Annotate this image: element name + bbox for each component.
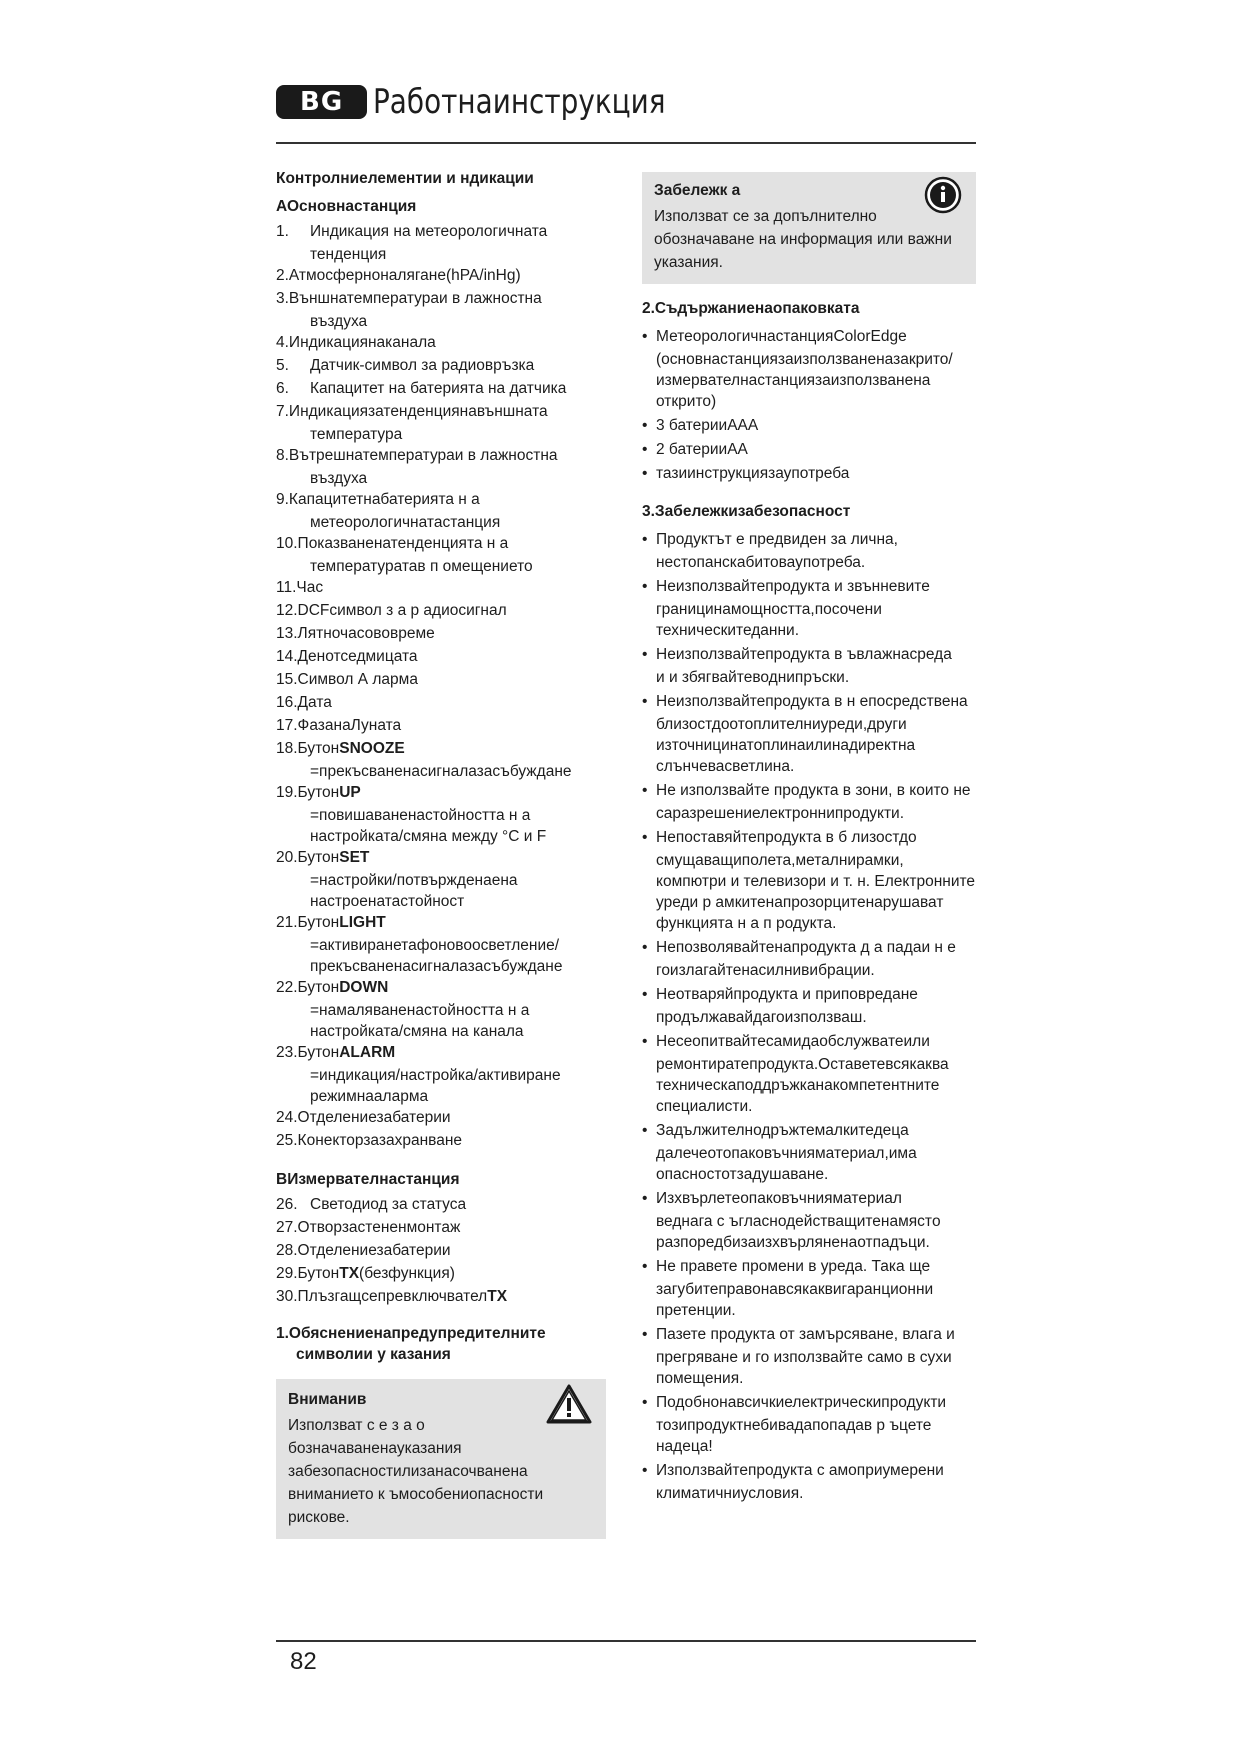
list-item: • Неизползвайтепродукта и звънневите границинамощността,посочени техническитеданни. bbox=[642, 578, 930, 639]
list-item: 20.Бутон SET =настройки/потвържденаена настроенатастойност bbox=[276, 849, 518, 910]
button-name: SET bbox=[339, 849, 370, 866]
list-item: • тазиинструкциязаупотреба bbox=[642, 465, 850, 482]
list-item: • Използвайтепродукта с амоприумерени климатичниусловия. bbox=[642, 1462, 944, 1502]
note-title: Забележк а bbox=[654, 182, 741, 199]
warning-icon bbox=[546, 1383, 592, 1425]
list-item: • Неотваряйпродукта и приповредане продължавайдагоизползваш. bbox=[642, 986, 918, 1026]
bullet-marker: • bbox=[642, 939, 648, 956]
button-name: DOWN bbox=[339, 979, 389, 996]
list-item: 9.Капацитетнабатерията н а метеорологичнатастанция bbox=[276, 491, 501, 531]
bullet-marker: • bbox=[642, 1190, 648, 1207]
list-item: 15.Символ А ларма bbox=[276, 671, 418, 688]
note-text: Използват се за допълнително обозначаване на информация или важни указания. bbox=[654, 208, 952, 271]
list-item: 28.Отделениезабатерии bbox=[276, 1242, 451, 1259]
section-1-title: 1.Обяснениенапредупредителните символии у казания bbox=[276, 1325, 546, 1363]
list-item: 12.DCFсимвол з а р адиосигнал bbox=[276, 602, 507, 619]
bullet-marker: • bbox=[642, 531, 648, 548]
list-item: 14.Денотседмицата bbox=[276, 648, 418, 665]
list-item: 8.Вътрешнатемператураи в лажностна въздуха bbox=[276, 447, 558, 487]
bullet-marker: • bbox=[642, 441, 648, 458]
bullet-marker: • bbox=[642, 465, 648, 482]
list-item: 26. Светодиод за статуса bbox=[276, 1196, 467, 1213]
bullet-marker: • bbox=[642, 782, 648, 799]
list-item: 16.Дата bbox=[276, 694, 332, 711]
list-item: 17.ФазанаЛуната bbox=[276, 717, 402, 734]
list-item: • 3 батерииAAA bbox=[642, 417, 759, 434]
bottom-divider bbox=[276, 1640, 976, 1642]
note-box bbox=[642, 172, 976, 284]
buttons-list bbox=[276, 738, 606, 1107]
bullet-marker: • bbox=[642, 986, 648, 1003]
list-item: 18.Бутон SNOOZE =прекъсваненасигналазасъбуждане bbox=[276, 740, 572, 780]
list-item: • Неизползвайтепродукта в ъвлажнасреда и и збягвайтеводнипръски. bbox=[642, 646, 952, 686]
bullet-marker: • bbox=[642, 578, 648, 595]
list-item: 19.Бутон UP =повишаваненастойността н а настройката/смяна между °C и F bbox=[276, 784, 547, 845]
bullet-marker: • bbox=[642, 1394, 648, 1411]
list-item: 2.Атмосферноналягане(hPA/inHg) bbox=[276, 267, 521, 284]
top-divider bbox=[276, 142, 976, 144]
left-column bbox=[276, 168, 606, 1553]
button-name: LIGHT bbox=[339, 914, 386, 931]
list-item: • Подобнонавсичкиелектрическипродукти тозипродуктнебивадапопадав р ъцете надеца! bbox=[642, 1394, 947, 1455]
warning-title: Вниманив bbox=[288, 1391, 367, 1408]
button-name: SNOOZE bbox=[339, 740, 405, 757]
list-item: 21.Бутон LIGHT =активиранетафоновоосветление/ прекъсваненасигналазасъбуждане bbox=[276, 914, 563, 975]
bullet-marker: • bbox=[642, 328, 648, 345]
bullet-marker: • bbox=[642, 1326, 648, 1343]
list-item: • Задължителнодръжтемалкитедеца далечеотопаковъчнияматериал,има опасностотзадушаване. bbox=[642, 1122, 917, 1183]
list-item: • Изхвърлетеопаковъчнияматериал веднага с ъгласнодействащитенамястo разпоредбизаизхвърляненаотпадъци. bbox=[642, 1190, 941, 1251]
list-item: 7.Индикациязатенденциянавъншната температура bbox=[276, 403, 548, 443]
warning-text: Използват с е з а о бозначаваненауказания забезопасностилизанасочванена вниманието к ъмособениопасности рискове. bbox=[288, 1417, 544, 1526]
list-item: • 2 батерииAA bbox=[642, 441, 748, 458]
package-list bbox=[642, 326, 976, 484]
list-item: 22.Бутон DOWN =намаляваненастойността н а настройката/смяна на канала bbox=[276, 979, 530, 1040]
list-item: 30.Плъзгащсепревключвател TX bbox=[276, 1288, 508, 1305]
section-2-title: 2.Съдържаниенаопаковката bbox=[642, 300, 860, 317]
button-name: UP bbox=[339, 784, 361, 801]
list-item: 11.Час bbox=[276, 579, 324, 596]
list-item: • Продуктът е предвиден за лична, нестопанскабитоваупотреба. bbox=[642, 531, 898, 571]
bullet-marker: • bbox=[642, 1258, 648, 1275]
controls-title: Контролниелементии и ндикации bbox=[276, 170, 534, 187]
list-item: 24.Отделениезабатерии bbox=[276, 1109, 451, 1126]
bullet-marker: • bbox=[642, 693, 648, 710]
section-a-title: АОсновнастанция bbox=[276, 198, 417, 215]
list-item: 25.Конекторзазахранване bbox=[276, 1132, 463, 1149]
language-badge: BG bbox=[276, 85, 367, 119]
safety-list bbox=[642, 529, 976, 1504]
list-item: • Неизползвайтепродукта в н епосредствена близостдоотоплителниуреди,други източницинатоплинаилинадиректна слънчевасветлина. bbox=[642, 693, 968, 775]
list-item: • Не правете промени в уреда. Така ще загубитеправонавсякаквигаранционни претенции. bbox=[642, 1258, 934, 1319]
warning-box bbox=[276, 1379, 606, 1539]
list-item: 5. Датчик-символ за радиовръзка bbox=[276, 357, 535, 374]
document-title: Работнаинструкция bbox=[373, 82, 666, 122]
list-item: 23.Бутон ALARM =индикация/настройка/активиране режимнааларма bbox=[276, 1044, 561, 1105]
list-item: • Непоставяйтепродукта в б лизостдо смущаващиполета,металнирамки, компютри и телевизори и т. н. Електронните уреди р амкитенапрозорцитенарушават функцията н а п родукта. bbox=[642, 829, 976, 932]
bullet-marker: • bbox=[642, 646, 648, 663]
bullet-marker: • bbox=[642, 829, 648, 846]
list-item: 1. Индикация на метеорологичната тенденция bbox=[276, 223, 548, 263]
right-column bbox=[642, 172, 976, 1507]
list-item: 10.Показваненатенденцията н а температуратав п омещението bbox=[276, 535, 533, 575]
page-header bbox=[276, 82, 730, 122]
bullet-marker: • bbox=[642, 1122, 648, 1139]
bullet-marker: • bbox=[642, 1033, 648, 1050]
list-item: • Не използвайте продукта в зони, в които не саразрешениелектроннипродукти. bbox=[642, 782, 971, 822]
section-3-title: 3.Забележкизабезопасност bbox=[642, 503, 851, 520]
list-item: • Пазете продукта от замърсяване, влага и прегряване и го използвайте само в сухи помещения. bbox=[642, 1326, 955, 1387]
list-item: • Несеопитвайтесамидаобслужватеили ремонтиратепродукта.Оставетевсякаква техническаподдръжканакомпетентните специалисти. bbox=[642, 1033, 949, 1115]
list-item: 3.Външнатемператураи в лажностна въздуха bbox=[276, 290, 542, 330]
page-number: 82 bbox=[290, 1648, 317, 1675]
list-item: 4.Индикациянаканала bbox=[276, 334, 436, 351]
section-b-title: ВИзмервателнастанция bbox=[276, 1171, 460, 1188]
list-item: • МетеорологичнастанцияColorEdge (основнастанциязаизползваненазакрито/ измервателнастанциязаизползванена открито) bbox=[642, 328, 953, 410]
button-name: ALARM bbox=[339, 1044, 396, 1061]
list-item: • Непозволявайтенапродукта д а падаи н е гоизлагайтенасилнивибрации. bbox=[642, 939, 956, 979]
bullet-marker: • bbox=[642, 417, 648, 434]
info-icon bbox=[924, 176, 962, 214]
list-item: 6. Капацитет на батерията на датчика bbox=[276, 380, 567, 397]
bullet-marker: • bbox=[642, 1462, 648, 1479]
list-item: 29.Бутон TX (безфункция) bbox=[276, 1265, 455, 1282]
list-item: 27.Отворзастененмонтаж bbox=[276, 1219, 461, 1236]
section-a-list bbox=[276, 221, 606, 736]
list-item: 13.Лятночасововреме bbox=[276, 625, 435, 642]
